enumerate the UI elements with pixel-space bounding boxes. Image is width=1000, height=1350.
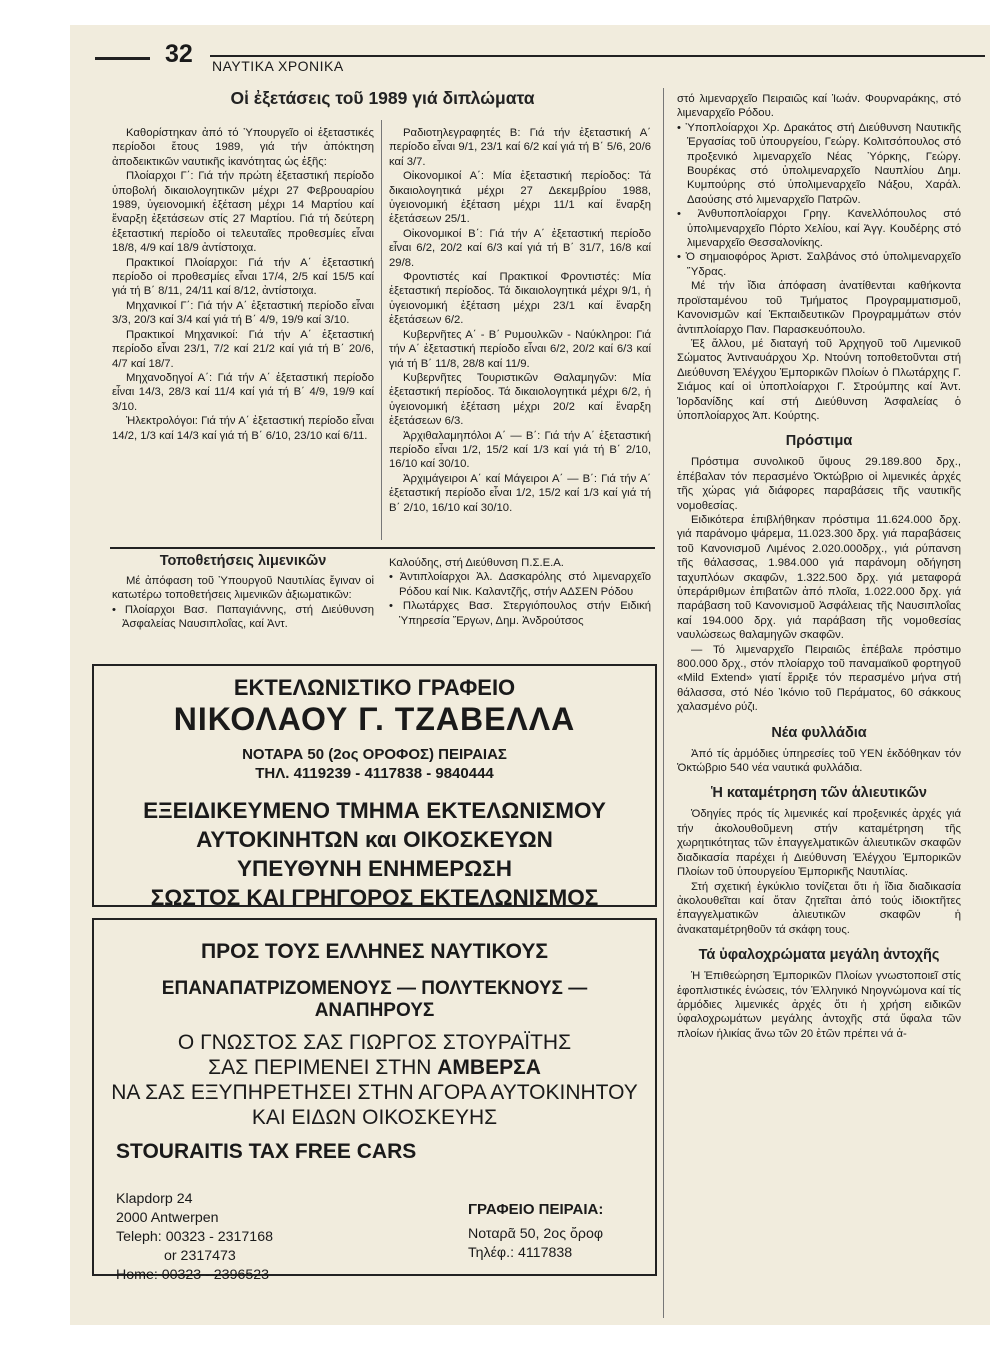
- bullet-item: • Ἀντιπλοίαρχοι Ἀλ. Δασκαρόλης στό λιμεναρχεῖο Ρόδου καί Νικ. Καλαντζῆς, στήν ΑΔΣΕΝ Ρόδου: [389, 570, 651, 599]
- paragraph: Ἠλεκτρολόγοι: Γιά τήν Α΄ ἐξεταστική περίοδο εἶναι 14/2, 1/3 καί 14/3 καί γιά τή Β΄ 6/10, 23/10 καί 6/11.: [112, 415, 374, 442]
- leaflets-title: Νέα φυλλάδια: [771, 724, 867, 741]
- ad-piraeus-office: [468, 1200, 603, 1263]
- exam-article-col2: [389, 126, 651, 515]
- paragraph: Πλοίαρχοι Γ΄: Γιά τήν πρώτη ἐξεταστική περίοδο ὑποβολή δικαιολογητικῶν μέχρι 27 Φεβρουαρίου 1989, ὑγειονομική ἐξέταση μέχρι 14 Μαρτίου καί ἔναρξη ἐξετάσεων στίς 27 Μαρτίου. Γιά τή δεύτερη ἐξεταστική περίοδο οἱ τελευταῖες προθεσμίες εἶναι 18/8, 4/9 καί 18/9 ἀντίστοιχα.: [112, 170, 374, 255]
- bullet-item: • Πλωτάρχες Βασ. Στεργιόπουλος στήν Ειδική Ὑπηρεσία Ἔργων, Δημ. Ἀνδρούτσος: [389, 599, 651, 628]
- paragraph: Μηχανικοί Γ΄: Γιά τήν Α΄ ἐξεταστική περίοδο εἶναι 3/3, 20/3 καί 3/4 καί γιά τή Β΄ 4/9, 19/9 καί 3/10.: [112, 299, 374, 327]
- ad-phones: ΤΗΛ. 4119239 - 4117838 - 9840444: [255, 765, 494, 782]
- paragraph: Ἐξ ἄλλου, μέ διαταγή τοῦ Ἀρχηγοῦ τοῦ Λιμενικοῦ Σώματος Ἀντιναυάρχου Χρ. Ντούνη τοποθετοῦνται στή Διεύθυνση Ἐλέγχου Ἐμπορικῶν Πλοίων ὁ Πλωτάρχης Γ. Σιάμος καί οἱ ὑποπλοίαρχοι Γ. Στρούμπης καί Ἀντ. Ἰορδανίδης καί στή Διεύθυνση Ἀσφαλείας ὁ ὑποπλοίαρχος Ἀπ. Κούρτης.: [677, 337, 961, 422]
- address-line: 2000 Antwerpen: [116, 1210, 219, 1226]
- bullet-item: • Ὁ σημαιοφόρος Ἀριστ. Σαλβάνος στό ὑπολιμεναρχεῖο Ὕδρας.: [677, 250, 961, 279]
- paragraph: Ὁδηγίες πρός τίς λιμενικές καί προξενικές ἀρχές γιά τήν ἀκολουθοῦμενη στήν καταμέτρηση τῆς χωρητικότητας τῶν ἐπαγγελματικῶν ἁλιευτικῶν σκαφῶν διαδικασία παρέχει ἡ Διεύθυνση Ἐλέγχου Ἐμπορικῶν Πλοίων τοῦ ὑπουργείου Ἐμπορικῆς Ναυτιλίας.: [677, 808, 961, 879]
- fines-title: Πρόστιμα: [785, 433, 853, 450]
- ad-line: ΕΞΕΙΔΙΚΕΥΜΕΝΟ ΤΜΗΜΑ ΕΚΤΕΛΩΝΙΣΜΟΥ: [143, 798, 606, 823]
- address-line: Home: 00323 - 2396523: [116, 1267, 270, 1283]
- ad-heading: ΠΡΟΣ ΤΟΥΣ ΕΛΛΗΝΕΣ ΝΑΥΤΙΚΟΥΣ: [200, 940, 549, 963]
- paragraph: Ἀρχιμάγειροι Α΄ καί Μάγειροι Α΄ — Β΄: Γιά τήν Α΄ ἐξεταστική περίοδο εἶναι 1/2, 15/2 καί 1/3 καί γιά τή Β΄ 2/10, 16/10 καί 30/10.: [389, 472, 651, 514]
- paragraph: Ραδιοτηλεγραφητές Β: Γιά τήν ἐξεταστική Α΄ περίοδο εἶναι 9/1, 23/1 καί 6/2 καί γιά τή Β΄ 5/6, 20/6 καί 3/7.: [389, 127, 651, 168]
- paragraph: Πρακτικοί Πλοίαρχοι: Γιά τήν Α΄ ἐξεταστική περίοδο οἱ προθεσμίες εἶναι 17/4, 2/5 καί 15/5 καί γιά τή Β΄ 8/11, 24/11 καί 8/12, ἀντίστοιχα.: [112, 256, 374, 298]
- paragraph: Κυβερνῆτες Α΄ - Β΄ Ρυμουλκῶν - Ναύκληροι: Γιά τήν Α΄ ἐξεταστική περίοδο εἶναι 6/2, 20/2 καί 6/3 καί γιά τή Β΄ 11/8, 28/8 καί 11/9.: [389, 328, 651, 370]
- paragraph: Ἡ Ἐπιθεώρηση Ἐμπορικῶν Πλοίων γνωστοποιεῖ στίς ἐφοπλιστικές ἑνώσεις, τόν Ἑλληνικό Νηογνώμονα καί τίς ἁρμόδιες λιμενικές ἀρχές ὅτι ἡ χρήση ειδικῶν ὑφαλοχρωμάτων μεγάλης ἀντοχῆς στά ὕφαλα τῶν πλοίων ἡλικίας ἄνω τῶν 20 ἐτῶν πρέπει νά ἀ-: [677, 970, 961, 1040]
- paragraph: Στή σχετική ἐγκύκλιο τονίζεται ὅτι ἡ ἴδια διαδικασία ἀκολουθεῖται καί ὅταν ζητεῖται ἀπό τούς ἰδιοκτῆτες ἐπαγγελματικῶν ἁλιευτικῶν σκαφῶν ἡ ἀνακαταμέτρηθοῦν τά σκάφη τους.: [677, 880, 961, 936]
- antifouling-title: Τά ὑφαλοχρώματα μεγάλη ἀντοχῆς: [698, 947, 940, 964]
- customs-office-ad: [92, 664, 657, 910]
- paragraph: Μηχανοδηγοί Α΄: Γιά τήν Α΄ ἐξεταστική περίοδο εἶναι 14/3, 28/3 καί 11/4 καί γιά τή Β΄ 4/9, 19/9 καί 3/10.: [112, 371, 374, 413]
- paragraph: Ειδικότερα ἐπιβλήθηκαν πρόστιμα 11.624.000 δρχ. γιά παράνομο ψάρεμα, 11.023.300 δρχ. γιά παραβάσεις τοῦ Κανονισμοῦ Λιμένος 2.020.000δρχ., γιά ρύπανση τῆς θάλασσας, 1.984.000 γιά παράνομη οδήγηση ταχυπλόων σκαφῶν, 1.322.500 δρχ. γιά μεταφορά ὑπεράριθμων ἐπιβατῶν ἀπό πλοῖα, 1.022.000 δρχ. γιά παράβαση τοῦ Κανονισμοῦ Ἀσφάλειας τῆς Ναυσιπλοΐας καί 194.000 δρχ. γιά παράβαση τῆς νομοθεσίας ναυλώσεως θαλαμηγῶν σκαφῶν.: [677, 513, 961, 642]
- ad-line: ΣΩΣΤΟΣ ΚΑΙ ΓΡΗΓΟΡΟΣ ΕΚΤΕΛΩΝΙΣΜΟΣ: [150, 885, 599, 910]
- address-line: Νοταρᾶ 50, 2ος ὄροφ: [468, 1226, 604, 1242]
- paragraph: Ἀπό τίς ἁρμόδιες ὑπηρεσίες τοῦ ΥΕΝ ἐκδόθηκαν τόν Ὀκτώβριο 540 νέα ναυτικά φυλλάδια.: [677, 747, 961, 775]
- paragraph: Μέ ἀπόφαση τοῦ Ὑπουργοῦ Ναυτιλίας ἔγιναν οἱ κατωτέρω τοποθετήσεις λιμενικῶν ἀξιωματικῶν:: [112, 575, 374, 602]
- ad-antwerp-address: [116, 1190, 273, 1285]
- address-line: or 2317473: [164, 1248, 236, 1264]
- paragraph: Πρόστιμα συνολικοῦ ὕψους 29.189.800 δρχ., ἐπέβαλαν τόν περασμένο Ὀκτώβριο οἱ λιμενικές ἀρχές τῆς χώρας γιά διάφορες παραβάσεις τῆς ναυτικῆς νομοθεσίας.: [677, 456, 961, 512]
- address-line: Τηλέφ.: 4117838: [468, 1245, 573, 1261]
- tax-free-cars-ad: [92, 918, 657, 1283]
- paragraph: Κυβερνῆτες Τουριστικῶν Θαλαμηγῶν: Μία ἐξεταστική περίοδος. Τά δικαιολογητικά μέχρι 6/2, ἡ ὑγειονομική ἐξέταση μέχρι 20/2 καί ἔναρξη ἐξετάσεων 6/3.: [389, 371, 651, 428]
- ad-brand: STOURAITIS TAX FREE CARS: [116, 1140, 417, 1163]
- paragraph: Οἰκονομικοί Α΄: Μία ἐξεταστική περίοδος: Τά δικαιολογητικά μέχρι 27 Δεκεμβρίου 1988, ὑγειονομική ἐξέταση μέχρι 11/1 καί ἔναρξη ἐξετάσεων 25/1.: [389, 170, 651, 226]
- ad-line: ΑΝΑΠΗΡΟΥΣ: [314, 1000, 435, 1021]
- ad-address: ΝΟΤΑΡΑ 50 (2ος ΟΡΟΦΟΣ) ΠΕΙΡΑΙΑΣ: [242, 746, 507, 763]
- column-divider: [381, 120, 382, 540]
- ad-company-name: ΝΙΚΟΛΑΟΥ Γ. ΤΖΑΒΕΛΛΑ: [173, 701, 576, 737]
- header-rule-left: [95, 57, 150, 60]
- paragraph: Οἰκονομικοί Β΄: Γιά τήν Α΄ ἐξεταστική περίοδο εἶναι 6/2, 20/2 καί 6/3 καί γιά τή Β΄ 31/7, 16/8 καί 29/8.: [389, 227, 651, 269]
- ad-line: Ο ΓΝΩΣΤΟΣ ΣΑΣ ΓΙΩΡΓΟΣ ΣΤΟΥΡΑΪΤΗΣ: [177, 1031, 572, 1054]
- bullet-item: • Ὑποπλοίαρχοι Χρ. Δρακάτος στή Διεύθυνση Ναυτικῆς Ἐργασίας τοῦ ὑπουργείου, Γεώργ. Κολιτσόπουλος στό προξενικό λιμεναρχεῖο Νέας Ὑόρκης, Γεώργ. Βουρέκας στό ὑπολιμεναρχεῖο Ναυπλίου Δημ. Κυμπούρης στό ὑπολιμεναρχεῖο Νάξου, Χαράλ. Δαούσης στό λιμεναρχεῖο Πατρῶν.: [677, 121, 961, 207]
- right-column-top: [677, 92, 961, 1041]
- paragraph: Πρακτικοί Μηχανικοί: Γιά τήν Α΄ ἐξεταστική περίοδο εἶναι 23/1, 7/2 καί 21/2 καί γιά τή Β΄ 20/6, 4/7 καί 18/7.: [112, 328, 374, 370]
- paragraph: — Τό λιμεναρχεῖο Πειραιῶς ἐπέβαλε πρόστιμο 800.000 δρχ., στόν πλοίαρχο τοῦ παναμαϊκοῦ φορτηγοῦ «Mild Extend» γιατί ἔρριξε τόν περασμένο μήνα στή θάλασσα, στό Νέο Ἰκόνιο τοῦ Περάματος, 60 σάκκους χαλασμένο ρύζι.: [677, 643, 961, 714]
- section-divider: [110, 547, 655, 549]
- ad-line: ΝΑ ΣΑΣ ΕΞΥΠΗΡΕΤΗΣΕΙ ΣΤΗΝ ΑΓΟΡΑ ΑΥΤΟΚΙΝΗΤΟΥ: [111, 1081, 638, 1104]
- paragraph: Ἀρχιθαλαμηπόλοι Α΄ — Β΄: Γιά τήν Α΄ ἐξεταστική περίοδο εἶναι 1/2, 15/2 καί 1/3 καί γιά τή Β΄ 2/10, 16/10 καί 30/10.: [389, 429, 651, 471]
- page-number: 32: [165, 40, 193, 68]
- fishing-measurement-title: Ἡ καταμέτρηση τῶν ἁλιευτικῶν: [711, 785, 927, 802]
- ad-heading: ΕΚΤΕΛΩΝΙΣΤΙΚΟ ΓΡΑΦΕΙΟ: [233, 675, 516, 700]
- publication-name: ΝΑΥΤΙΚΑ ΧΡΟΝΙΚΑ: [212, 58, 344, 74]
- header-rule-right: [210, 55, 985, 57]
- placements-col2: [389, 556, 651, 628]
- ad-text: ΣΑΣ ΠΕΡΙΜΕΝΕΙ ΣΤΗΝ: [208, 1056, 438, 1079]
- ad-line: ΕΠΑΝΑΠΑΤΡΙΖΟΜΕΝΟΥΣ — ΠΟΛΥΤΕΚΝΟΥΣ —: [161, 978, 588, 999]
- column-divider: [663, 88, 664, 1318]
- address-line: Teleph: 00323 - 2317168: [116, 1229, 273, 1245]
- placements-title: Τοποθετήσεις λιμενικῶν: [159, 553, 327, 569]
- placements-col1: [112, 574, 374, 632]
- ad-line: ΑΥΤΟΚΙΝΗΤΩΝ και ΟΙΚΟΣΚΕΥΩΝ: [196, 827, 553, 852]
- exam-article-col1: [112, 126, 374, 443]
- paragraph: Φροντιστές καί Πρακτικοί Φροντιστές: Μία ἐξεταστική περίοδος. Τά δικαιολογητικά μέχρι 9/1, ἡ ὑγειονομική ἐξέταση μέχρι 23/1 καί ἔναρξη ἐξετάσεων 6/2.: [389, 271, 651, 327]
- bullet-item: • Πλοίαρχοι Βασ. Παπαγιάννης, στή Διεύθυνση Ἀσφαλείας Ναυσιπλοΐας, καί Ἀντ.: [112, 603, 374, 632]
- address-line: Klapdorp 24: [116, 1191, 193, 1207]
- paragraph: Καλούδης, στή Διεύθυνση Π.Σ.Ε.Α.: [389, 557, 564, 569]
- ad-line: ΥΠΕΥΘΥΝΗ ΕΝΗΜΕΡΩΣΗ: [236, 856, 513, 881]
- paragraph: Μέ τήν ἴδια ἀπόφαση ἀνατίθενται καθήκοντα προϊσταμένου τοῦ Τμήματος Προγραμματισμοῦ, Κανονισμῶν καί Ἐκπαιδευτικῶν Προγραμμάτων στόν ἀντιπλοίαρχο Παν. Παρασκευόπουλο.: [677, 280, 961, 336]
- piraeus-title: ΓΡΑΦΕΙΟ ΠΕΙΡΑΙΑ:: [468, 1201, 604, 1218]
- paragraph: Καθορίστηκαν ἀπό τό Ὑπουργεῖο οἱ ἐξεταστικές περίοδοι ἔτους 1989, γιά τήν ἀπόκτηση ἀποδεικτικῶν ναυτικῆς ἱκανότητας ὡς ἑξῆς:: [112, 127, 374, 168]
- exam-article-title: Οἱ ἐξετάσεις τοῦ 1989 γιά διπλώματα: [230, 88, 535, 108]
- ad-line: ΚΑΙ ΕΙΔΩΝ ΟΙΚΟΣΚΕΥΗΣ: [251, 1106, 498, 1129]
- ad-city: ΑΜΒΕΡΣΑ: [437, 1056, 541, 1079]
- bullet-item: • Ἀνθυποπλοίαρχοι Γρηγ. Κανελλόπουλος στό ὑπολιμεναρχεῖο Πόρτο Χελίου, καί Ἀγγ. Κουδέρης στό λιμεναρχεῖο Θεσσαλονίκης.: [677, 207, 961, 250]
- ad-line: [94, 1055, 655, 1080]
- paragraph: στό λιμεναρχεῖο Πειραιῶς καί Ἰωάν. Φουρναράκης, στό λιμεναρχεῖο Ρόδου.: [677, 93, 961, 120]
